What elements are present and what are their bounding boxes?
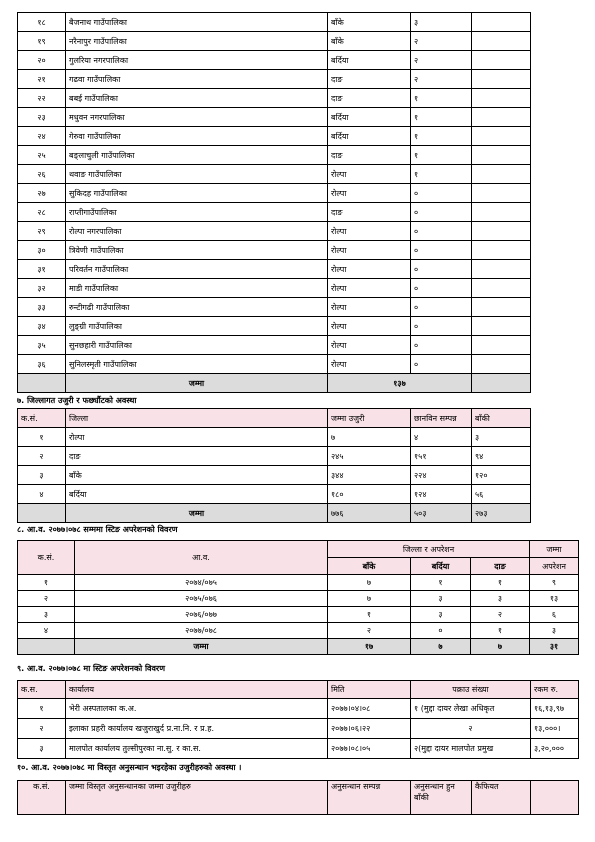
empty-cell <box>472 203 531 222</box>
count-cell: ० <box>411 260 472 279</box>
empty-cell <box>472 89 531 108</box>
district-cell: रोल्पा <box>328 279 411 298</box>
table-cell: १२४ <box>411 485 472 504</box>
empty-cell <box>472 374 531 393</box>
serial-cell: २७ <box>18 184 66 203</box>
table-row <box>18 298 531 317</box>
district-cell: रोल्पा <box>328 355 411 374</box>
column-header-year: आ.व. <box>75 541 328 575</box>
district-cell: दाङ <box>328 70 411 89</box>
empty-cell <box>472 32 531 51</box>
table-cell: १ <box>18 699 66 719</box>
table-row <box>18 32 531 51</box>
table-cell: ३ <box>530 623 579 639</box>
table-cell: २ <box>18 447 66 466</box>
table-cell: ३ <box>472 428 531 447</box>
table-cell: ३ <box>18 607 75 623</box>
total-label: जम्मा <box>75 639 328 655</box>
column-header: क.सं. <box>18 781 66 815</box>
serial-cell: १८ <box>18 13 66 32</box>
column-header-total-2: अपरेशन <box>530 558 579 575</box>
section-10-heading: १०. आ.व. २०७७।०७८ मा विस्तृत अनुसन्धान भइरहेका उजुरीहरुको अवस्था । <box>17 763 242 772</box>
table-cell: ३ <box>411 607 471 623</box>
table-row <box>18 623 579 639</box>
empty-cell <box>472 355 531 374</box>
table-row <box>18 146 531 165</box>
table-cell: १५१ <box>411 447 472 466</box>
table-row <box>18 89 531 108</box>
empty-cell <box>472 165 531 184</box>
table-cell: २०७६/०७७ <box>75 607 328 623</box>
count-cell: ० <box>411 241 472 260</box>
table-row <box>18 428 531 447</box>
count-cell: १ <box>411 165 472 184</box>
local-level-cell: गुलरिया नगरपालिका <box>66 51 328 70</box>
count-cell: ३ <box>411 13 472 32</box>
table-cell: २ <box>18 719 66 739</box>
empty-cell <box>472 317 531 336</box>
empty-cell <box>472 13 531 32</box>
serial-cell: ३४ <box>18 317 66 336</box>
serial-cell: २४ <box>18 127 66 146</box>
table-cell: ३४४ <box>328 466 411 485</box>
table-cell: २२४ <box>411 466 472 485</box>
serial-cell: २९ <box>18 222 66 241</box>
empty-cell <box>472 70 531 89</box>
district-cell: बर्दिया <box>328 51 411 70</box>
local-level-cell: रुन्टीगढी गाउँपालिका <box>66 298 328 317</box>
count-cell: ० <box>411 317 472 336</box>
table-cell: २४५ <box>328 447 411 466</box>
empty-cell <box>472 336 531 355</box>
column-header: अनुसन्धान सम्पन्न <box>328 781 411 815</box>
empty-cell <box>472 127 531 146</box>
empty-cell <box>472 108 531 127</box>
table-cell: २०७४/०७५ <box>75 575 328 591</box>
column-header: अनुसन्धान हुन बाँकी <box>411 781 472 815</box>
empty-cell <box>472 146 531 165</box>
table-row <box>18 13 531 32</box>
serial-cell: ३६ <box>18 355 66 374</box>
table-cell: ३,२०,००० <box>531 739 579 759</box>
table-cell: १ <box>328 607 411 623</box>
total-value: ७ <box>411 639 471 655</box>
district-cell: बर्दिया <box>328 108 411 127</box>
column-header: कैफियत <box>472 781 531 815</box>
total-row <box>18 504 531 523</box>
local-level-cell: बैजनाथ गाउँपालिका <box>66 13 328 32</box>
table-cell: मालपोत कार्यालय तुल्सीपुरका ना.सु. र का.स. <box>66 739 328 759</box>
table-row <box>18 51 531 70</box>
column-header-sn: क.सं. <box>18 541 75 575</box>
local-level-cell: लुङ्ग्री गाउँपालिका <box>66 317 328 336</box>
serial-cell: ३५ <box>18 336 66 355</box>
column-header: जिल्ला <box>66 409 328 428</box>
empty-cell <box>472 260 531 279</box>
table-cell: ३ <box>18 466 66 485</box>
detailed-investigation-table <box>17 780 579 815</box>
table-row <box>18 184 531 203</box>
district-complaint-table <box>17 408 531 523</box>
count-cell: ० <box>411 279 472 298</box>
table-cell: ७ <box>328 428 411 447</box>
table-cell: २(मुद्दा दायर मालपोत प्रमुख <box>411 739 531 759</box>
count-cell: १ <box>411 108 472 127</box>
total-value: ७७६ <box>328 504 411 523</box>
district-cell: रोल्पा <box>328 336 411 355</box>
total-value: ७ <box>471 639 530 655</box>
table-cell: ९ <box>530 575 579 591</box>
count-cell: ० <box>411 203 472 222</box>
table-cell: बाँके <box>66 466 328 485</box>
serial-cell: ३२ <box>18 279 66 298</box>
table-cell: १३,०००। <box>531 719 579 739</box>
column-header: पक्राउ संख्या <box>411 681 531 699</box>
header-row <box>18 681 579 699</box>
section-9-heading: ९. आ.व. २०७७।०७८ मा स्टिङ अपरेशनको विवरण <box>17 664 165 673</box>
count-cell: ० <box>411 298 472 317</box>
empty-cell <box>18 504 66 523</box>
table-row <box>18 355 531 374</box>
table-cell: २०७७।०६।२२ <box>328 719 411 739</box>
serial-cell: २२ <box>18 89 66 108</box>
district-cell: बाँके <box>328 13 411 32</box>
column-header-group: जिल्ला र अपरेशन <box>328 541 530 558</box>
count-cell: २ <box>411 51 472 70</box>
table-cell: २ <box>18 591 75 607</box>
section-8-heading: ८. आ.व. २०७७।०७८ सम्ममा स्टिङ अपरेशनको विवरण <box>17 525 178 534</box>
column-header-total: जम्मा <box>530 541 579 558</box>
empty-cell <box>472 51 531 70</box>
count-cell: १ <box>411 146 472 165</box>
table-cell: २ <box>328 623 411 639</box>
column-header: बाँकी <box>472 409 531 428</box>
sting-operation-detail-table <box>17 680 579 759</box>
table-cell: ७ <box>328 575 411 591</box>
empty-cell <box>472 279 531 298</box>
table-row <box>18 447 531 466</box>
table-cell: २०७७/०७८ <box>75 623 328 639</box>
district-cell: रोल्पा <box>328 317 411 336</box>
table-row <box>18 466 531 485</box>
table-cell: १ <box>471 575 530 591</box>
table-cell: ४ <box>18 485 66 504</box>
district-cell: रोल्पा <box>328 298 411 317</box>
column-header: क.सं. <box>18 409 66 428</box>
total-label: जम्मा <box>66 374 328 393</box>
count-cell: ० <box>411 355 472 374</box>
table-cell: ४ <box>411 428 472 447</box>
table-row <box>18 607 579 623</box>
local-level-cell: माडी गाउँपालिका <box>66 279 328 298</box>
table-cell: इलाका प्रहरी कार्यालय खजुराखुर्द प्र.ना.नि. र प्र.ह. <box>66 719 328 739</box>
empty-cell <box>18 374 66 393</box>
local-level-cell: राप्तीगाउँपालिका <box>66 203 328 222</box>
column-header: जम्मा विस्तृत अनुसन्धानका जम्मा उजुरीहरु <box>66 781 328 815</box>
table-cell: १३ <box>530 591 579 607</box>
sting-operation-summary-table <box>17 540 579 655</box>
column-header-bardiya: बर्दिया <box>411 558 471 575</box>
table-row <box>18 317 531 336</box>
empty-cell <box>18 639 75 655</box>
header-row <box>18 781 579 815</box>
column-header: रकम रु. <box>531 681 579 699</box>
table-row <box>18 719 579 739</box>
district-cell: बाँके <box>328 32 411 51</box>
local-level-cell: नरैनापुर गाउँपालिका <box>66 32 328 51</box>
district-cell: रोल्पा <box>328 184 411 203</box>
table-row <box>18 575 579 591</box>
column-header: जम्मा उजुरी <box>328 409 411 428</box>
serial-cell: २८ <box>18 203 66 222</box>
table-row <box>18 203 531 222</box>
total-label: जम्मा <box>66 504 328 523</box>
column-header: मिति <box>328 681 411 699</box>
count-cell: १ <box>411 89 472 108</box>
district-cell: दाङ <box>328 203 411 222</box>
table-cell: १८० <box>328 485 411 504</box>
serial-cell: ३३ <box>18 298 66 317</box>
table-row <box>18 127 531 146</box>
table-cell: ३ <box>411 591 471 607</box>
total-value: ५०३ <box>411 504 472 523</box>
district-cell: दाङ <box>328 146 411 165</box>
serial-cell: १९ <box>18 32 66 51</box>
local-level-cell: गढवा गाउँपालिका <box>66 70 328 89</box>
table-cell: दाङ <box>66 447 328 466</box>
table-row <box>18 279 531 298</box>
table-cell: २०७५/०७६ <box>75 591 328 607</box>
empty-cell <box>472 222 531 241</box>
table-row <box>18 336 531 355</box>
district-cell: रोल्पा <box>328 241 411 260</box>
table-cell: ३ <box>18 739 66 759</box>
table-cell: ७ <box>328 591 411 607</box>
section-7-heading: ७. जिल्लागत उजुरी र फर्छ्यौटको अवस्था <box>17 396 137 405</box>
local-level-cell: रोल्पा नगरपालिका <box>66 222 328 241</box>
table-cell: ४ <box>18 623 75 639</box>
header-row <box>18 541 579 558</box>
table-cell: १ <box>18 575 75 591</box>
empty-cell <box>472 298 531 317</box>
table-cell: रोल्पा <box>66 428 328 447</box>
table-row <box>18 70 531 89</box>
column-header: छानविन सम्पन्न <box>411 409 472 428</box>
column-header-dang: दाङ <box>471 558 530 575</box>
table-cell: १ <box>18 428 66 447</box>
total-value: १७ <box>328 639 411 655</box>
serial-cell: ३१ <box>18 260 66 279</box>
district-cell: दाङ <box>328 89 411 108</box>
count-cell: १ <box>411 127 472 146</box>
serial-cell: २६ <box>18 165 66 184</box>
count-cell: ० <box>411 336 472 355</box>
column-header-banke: बाँके <box>328 558 411 575</box>
table-cell: २०७७।०४।०८ <box>328 699 411 719</box>
table-cell: ३ <box>471 591 530 607</box>
table-row <box>18 485 531 504</box>
total-row <box>18 374 531 393</box>
district-cell: बर्दिया <box>328 127 411 146</box>
table-cell: १६,१३,९७ <box>531 699 579 719</box>
table-cell: २०७७।०८।०५ <box>328 739 411 759</box>
table-cell: १ (मुद्दा दायर लेखा अधिकृत <box>411 699 531 719</box>
table-row <box>18 108 531 127</box>
local-level-cell: गेरुवा गाउँपालिका <box>66 127 328 146</box>
empty-cell <box>472 241 531 260</box>
total-value: २७३ <box>472 504 531 523</box>
serial-cell: २३ <box>18 108 66 127</box>
column-header: कार्यालय <box>66 681 328 699</box>
table-cell: ६ <box>530 607 579 623</box>
table-row <box>18 591 579 607</box>
empty-cell <box>472 184 531 203</box>
table-row <box>18 241 531 260</box>
total-value: ३१ <box>530 639 579 655</box>
table-row <box>18 222 531 241</box>
table-cell: ५६ <box>472 485 531 504</box>
table-cell: बर्दिया <box>66 485 328 504</box>
local-level-cell: सुनिलस्मृती गाउँपालिका <box>66 355 328 374</box>
local-level-cell: बबई गाउँपालिका <box>66 89 328 108</box>
total-value: १३७ <box>328 374 472 393</box>
table-cell: ९४ <box>472 447 531 466</box>
local-level-cell: परिवर्तन गाउँपालिका <box>66 260 328 279</box>
local-level-cell: सुनछहारी गाउँपालिका <box>66 336 328 355</box>
district-cell: रोल्पा <box>328 222 411 241</box>
table-cell: १ <box>411 575 471 591</box>
district-cell: रोल्पा <box>328 260 411 279</box>
local-level-cell: त्रिवेणी गाउँपालिका <box>66 241 328 260</box>
local-level-cell: मधुवन नगरपालिका <box>66 108 328 127</box>
local-level-cell: थवाङ गाउँपालिका <box>66 165 328 184</box>
count-cell: ० <box>411 222 472 241</box>
table-cell: १२० <box>472 466 531 485</box>
column-header <box>531 781 579 815</box>
table-row <box>18 165 531 184</box>
count-cell: २ <box>411 32 472 51</box>
count-cell: २ <box>411 70 472 89</box>
column-header: क.स. <box>18 681 66 699</box>
serial-cell: २५ <box>18 146 66 165</box>
local-level-cell: सुकिदह गाउँपालिका <box>66 184 328 203</box>
serial-cell: २१ <box>18 70 66 89</box>
local-level-cell: बङ्लाचुली गाउँपालिका <box>66 146 328 165</box>
table-row <box>18 699 579 719</box>
table-row <box>18 739 579 759</box>
count-cell: ० <box>411 184 472 203</box>
table-cell: २ <box>471 607 530 623</box>
table-cell: भेरी अस्पतालका क.अ. <box>66 699 328 719</box>
table-cell: १ <box>471 623 530 639</box>
total-row <box>18 639 579 655</box>
header-row <box>18 409 531 428</box>
local-level-complaint-table <box>17 12 531 393</box>
district-cell: रोल्पा <box>328 165 411 184</box>
serial-cell: २० <box>18 51 66 70</box>
table-cell: ० <box>411 623 471 639</box>
table-row <box>18 260 531 279</box>
table-cell: २ <box>411 719 531 739</box>
serial-cell: ३० <box>18 241 66 260</box>
